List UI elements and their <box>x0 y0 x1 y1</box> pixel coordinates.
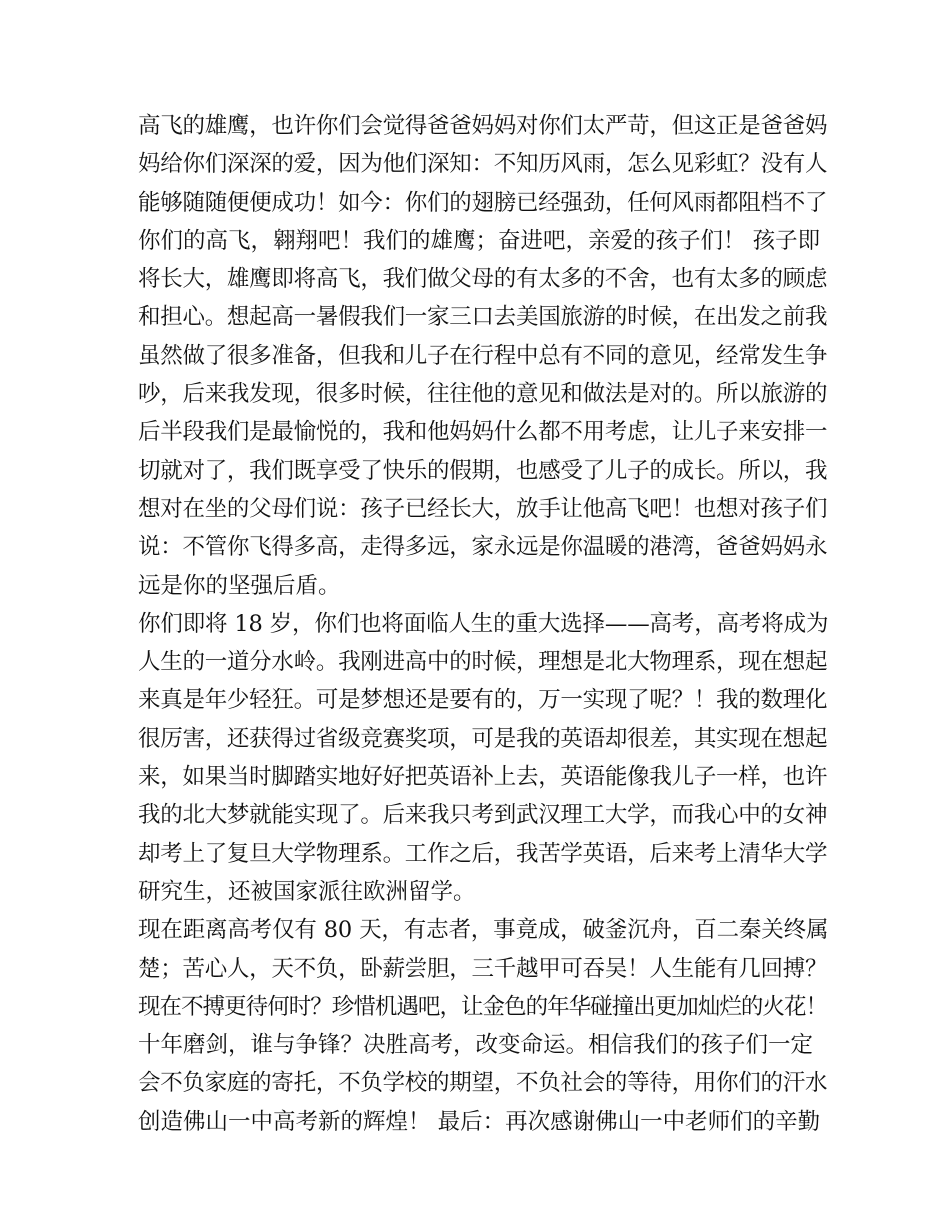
body-text <box>138 107 828 1141</box>
text-line: 却考上了复旦大学物理系。工作之后，我苦学英语，后来考上清华大学 <box>138 840 828 867</box>
text-line: 研究生，还被国家派往欧洲留学。 <box>138 878 476 905</box>
text-line: 楚；苦心人，天不负，卧薪尝胆，三千越甲可吞吴！人生能有几回搏？ <box>138 955 828 982</box>
text-line: 现在不搏更待何时？珍惜机遇吧，让金色的年华碰撞出更加灿烂的火花！ <box>138 993 828 1020</box>
text-line: 说：不管你飞得多高，走得多远，家永远是你温暖的港湾，爸爸妈妈永 <box>138 534 828 561</box>
text-line: 远是你的坚强后盾。 <box>138 572 341 599</box>
text-line: 后半段我们是最愉悦的，我和他妈妈什么都不用考虑，让儿子来安排一 <box>138 419 828 446</box>
text-line: 来真是年少轻狂。可是梦想还是要有的，万一实现了呢？！我的数理化 <box>138 687 828 714</box>
text-line: 将长大，雄鹰即将高飞，我们做父母的有太多的不舍，也有太多的顾虑 <box>138 266 828 293</box>
text-line: 想对在坐的父母们说：孩子已经长大，放手让他高飞吧！也想对孩子们 <box>138 495 828 522</box>
text-line: 我的北大梦就能实现了。后来我只考到武汉理工大学，而我心中的女神 <box>138 802 828 829</box>
text-line: 妈给你们深深的爱，因为他们深知：不知历风雨，怎么见彩虹？没有人 <box>138 151 828 178</box>
text-line: 你们的高飞，翱翔吧！我们的雄鹰；奋进吧，亲爱的孩子们！ 孩子即 <box>138 227 821 254</box>
text-line: 会不负家庭的寄托，不负学校的期望，不负社会的等待，用你们的汗水 <box>138 1070 828 1097</box>
text-line: 创造佛山一中高考新的辉煌！ 最后：再次感谢佛山一中老师们的辛勤 <box>138 1108 821 1135</box>
text-line: 切就对了，我们既享受了快乐的假期，也感受了儿子的成长。所以，我 <box>138 457 828 484</box>
text-line: 高飞的雄鹰，也许你们会觉得爸爸妈妈对你们太严苛，但这正是爸爸妈 <box>138 113 828 139</box>
text-line: 很厉害，还获得过省级竞赛奖项，可是我的英语却很差，其实现在想起 <box>138 725 828 752</box>
text-line: 吵，后来我发现，很多时候，往往他的意见和做法是对的。所以旅游的 <box>138 381 828 408</box>
text-line: 你们即将 18 岁，你们也将面临人生的重大选择——高考，高考将成为 <box>138 610 829 637</box>
text-line: 来，如果当时脚踏实地好好把英语补上去，英语能像我儿子一样，也许 <box>138 764 828 791</box>
text-line: 和担心。想起高一暑假我们一家三口去美国旅游的时候，在出发之前我 <box>138 304 828 331</box>
text-line: 人生的一道分水岭。我刚进高中的时候，理想是北大物理系，现在想起 <box>138 649 828 676</box>
text-line: 十年磨剑，谁与争锋？决胜高考，改变命运。相信我们的孩子们一定 <box>138 1032 814 1059</box>
text-line: 能够随随便便成功！如今：你们的翅膀已经强劲，任何风雨都阻档不了 <box>138 189 828 216</box>
text-line: 现在距离高考仅有 80 天，有志者，事竟成，破釜沉舟，百二秦关终属 <box>138 917 829 944</box>
text-line: 虽然做了很多准备，但我和儿子在行程中总有不同的意见，经常发生争 <box>138 342 828 369</box>
